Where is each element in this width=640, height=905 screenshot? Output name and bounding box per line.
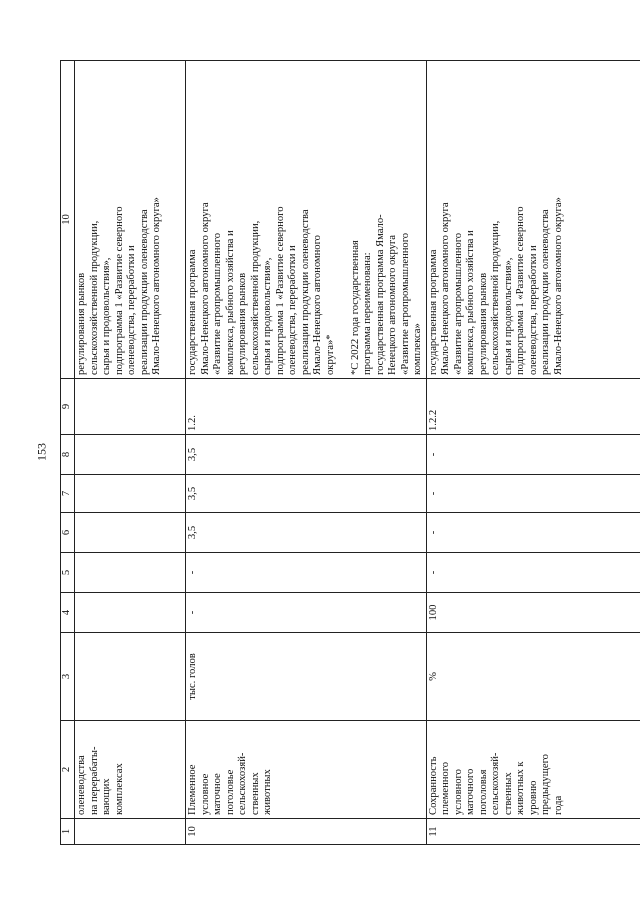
value-cell: 3,5 [186,435,427,475]
value-cell: 3,5 [186,513,427,553]
row-number: 11 [426,819,640,845]
table-row [75,61,186,845]
unit-cell: тыс. голов [186,633,427,721]
value-cell: - [186,553,427,593]
value-cell [75,475,186,513]
column-header: 1 [61,819,75,845]
page-number: 153 [34,443,49,461]
row-number: 10 [186,819,427,845]
program-description: государственная программа Ямало-Ненецкого автономного округа «Развитие агропромышленного комплекса, рыбного хозяйства и регулирования рынков сельскохозяйственной продукции, сырья и продовольствия», подпрограмма 1 «Развитие северного оленеводства, переработки и реализации продукции оленеводства Ямало-Ненецкого автономного округа» [426,61,640,379]
value-cell: - [426,553,640,593]
table-row [426,61,640,845]
column-header: 7 [61,475,75,513]
program-description: государственная программа Ямало-Ненецкого автономного округа «Развитие агропромышленного комплекса, рыбного хозяйства и регулирования рынков сельскохозяйственной продукции, сырья и продовольствия», подпрограмма 1 «Развитие северного оленеводства, переработки и реализации продукции оленеводства Ямало-Ненецкого автономного округа»* *С 2022 года государственная программа переименована: государственная программа Ямало- Ненецкого автономного округа «Развитие агропромышленного комплекса» [186,61,427,379]
indicator-name: Сохранность племенного условного маточного поголовья сельскохозяй- ственных животных к уровню предыдущего года [426,721,640,819]
indicator-name: Племенное условное маточное поголовье сельскохозяй- ственных животных [186,721,427,819]
row-number [75,819,186,845]
value-cell: - [426,475,640,513]
column-header: 9 [61,379,75,435]
value-cell: 100 [426,593,640,633]
indicators-table [60,60,640,845]
program-code: 1.2. [186,379,427,435]
column-header: 3 [61,633,75,721]
unit-cell: % [426,633,640,721]
column-header: 5 [61,553,75,593]
column-header: 2 [61,721,75,819]
column-header: 8 [61,435,75,475]
column-header: 6 [61,513,75,553]
value-cell: - [426,513,640,553]
column-header: 10 [61,61,75,379]
value-cell [75,593,186,633]
header-row [61,61,75,845]
value-cell [75,435,186,475]
program-code: 1.2.2 [426,379,640,435]
indicator-name: оленеводства на перерабаты- вающих комплексах [75,721,186,819]
column-header: 4 [61,593,75,633]
value-cell [75,553,186,593]
table-row [186,61,427,845]
program-code [75,379,186,435]
value-cell [75,513,186,553]
unit-cell [75,633,186,721]
program-description: регулирования рынков сельскохозяйственной продукции, сырья и продовольствия», подпрограмма 1 «Развитие северного оленеводства, переработки и реализации продукции оленеводства Ямало-Ненецкого автономного округа» [75,61,186,379]
value-cell: - [426,435,640,475]
value-cell: - [186,593,427,633]
value-cell: 3,5 [186,475,427,513]
